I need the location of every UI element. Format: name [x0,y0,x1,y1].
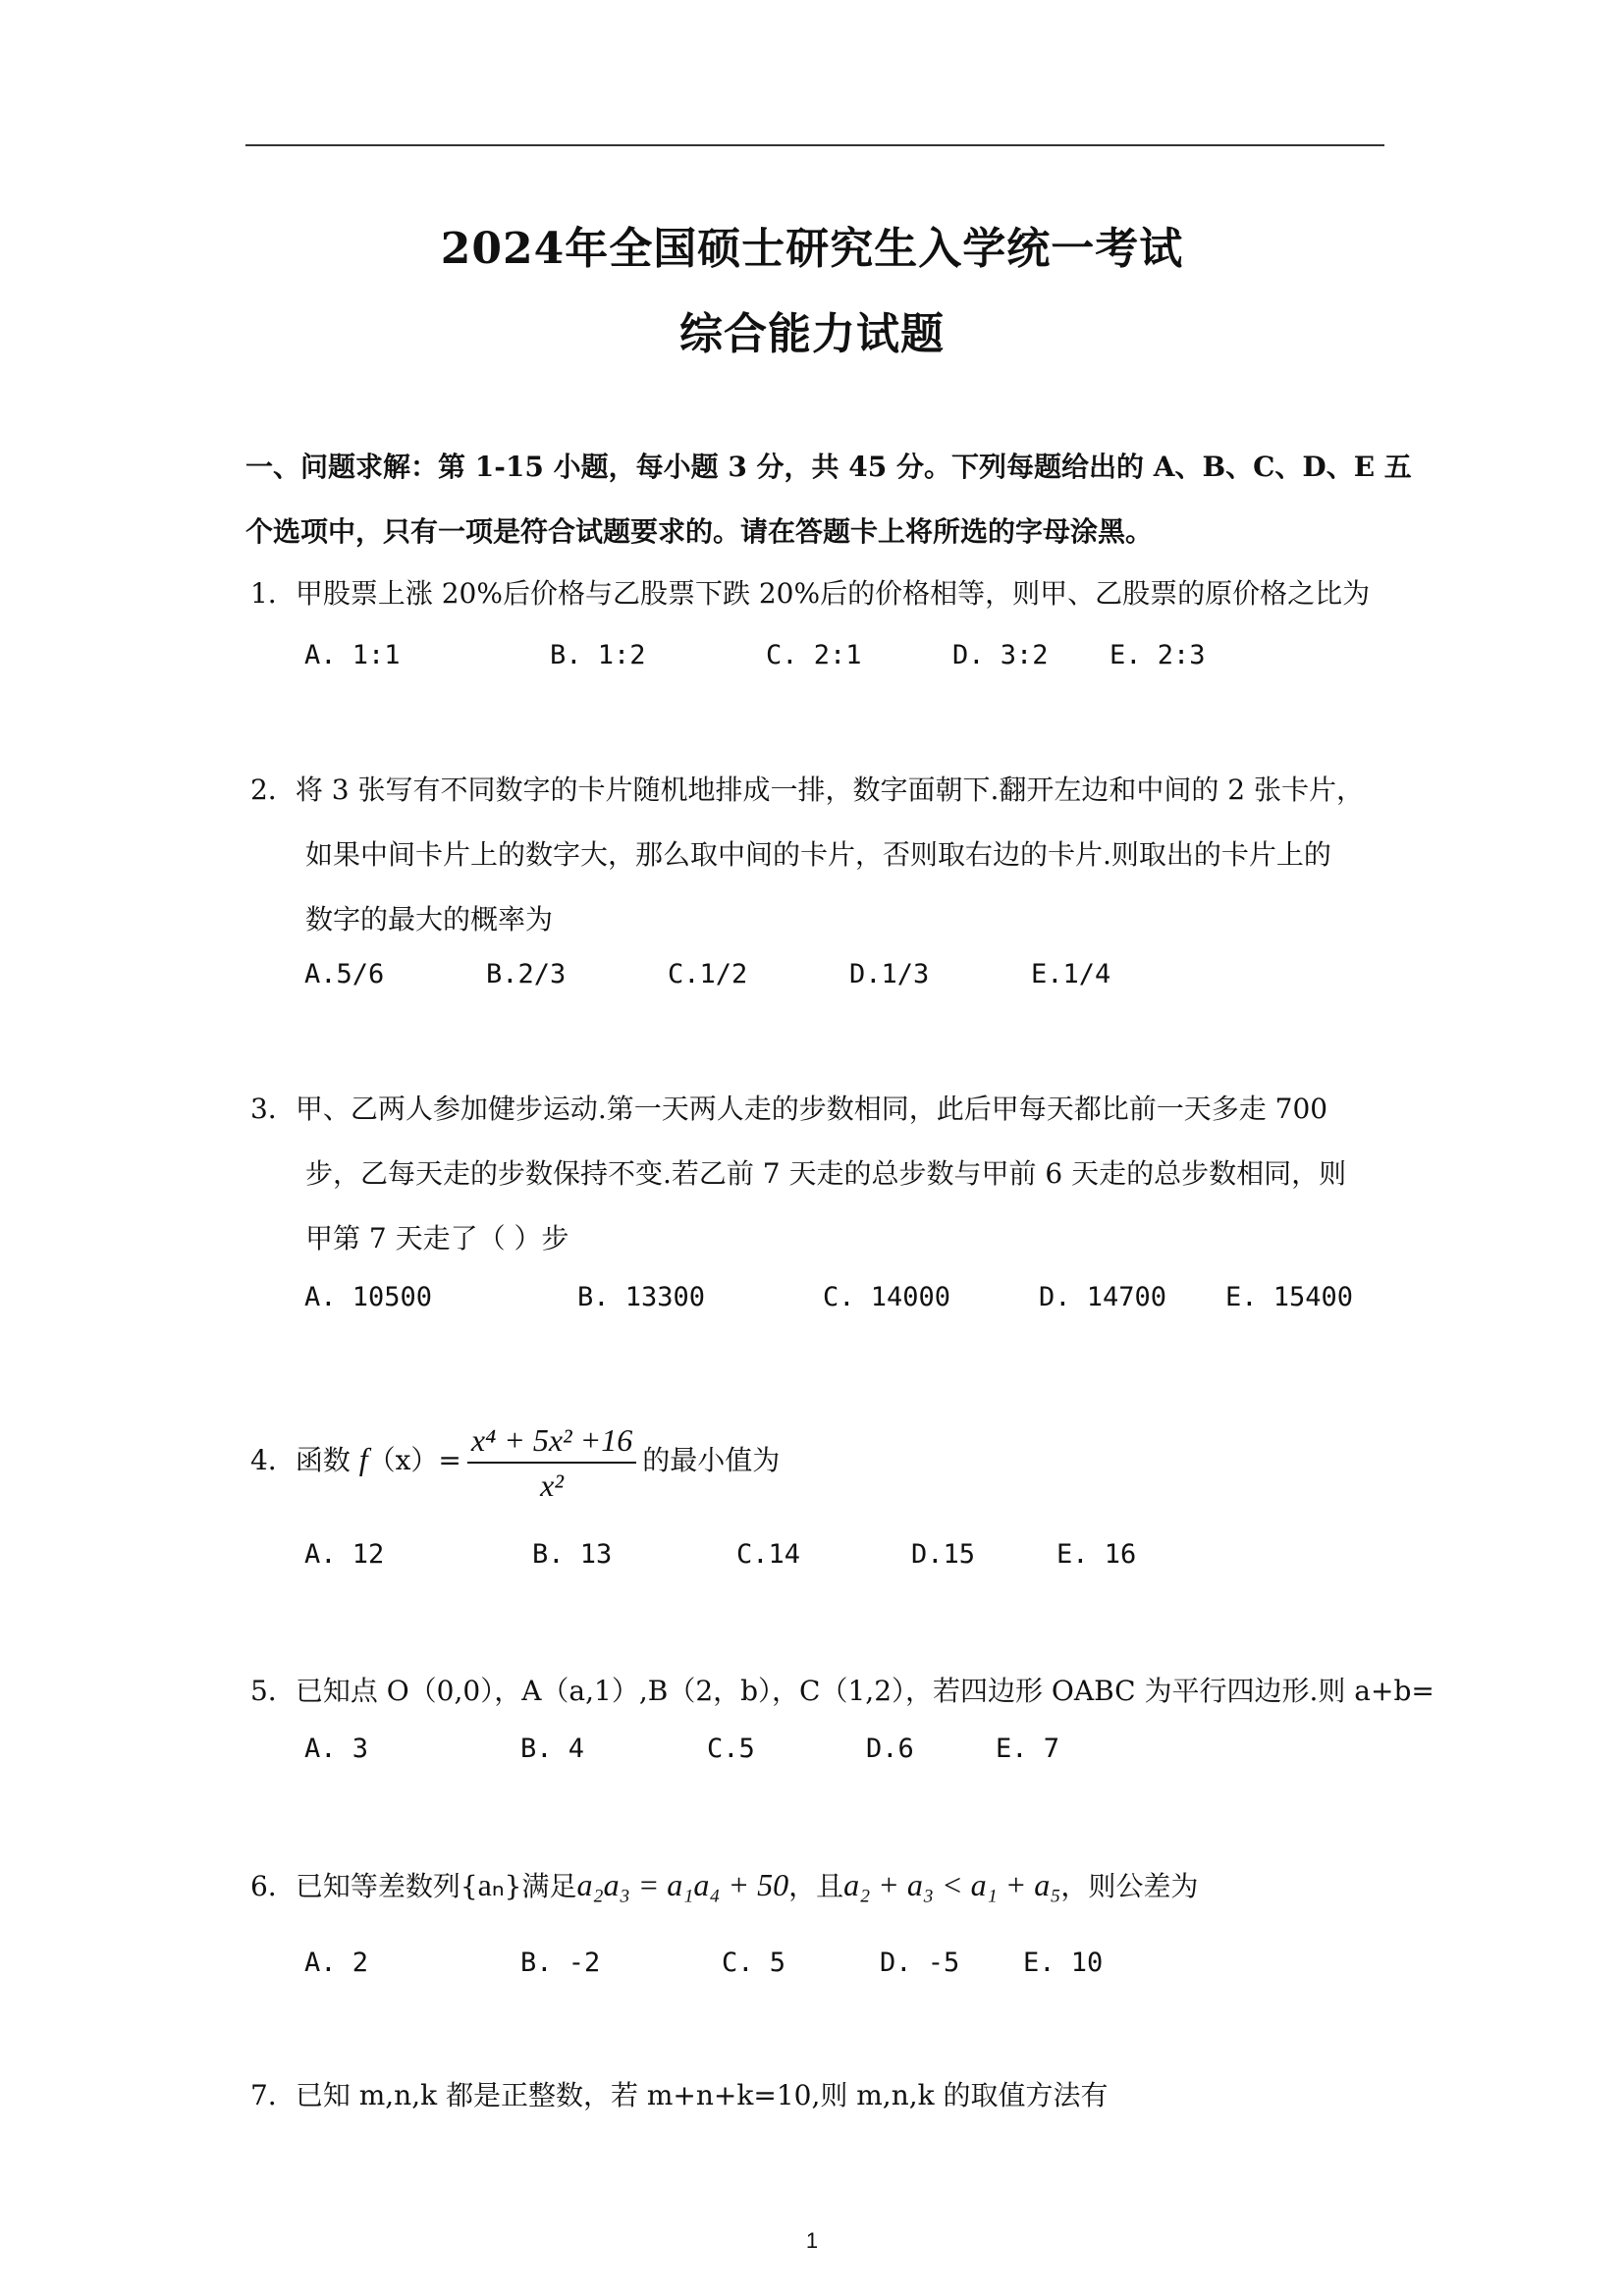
question-2 [250,758,1394,952]
question-number: 3． [250,1093,296,1125]
section-line-2: 个选项中，只有一项是符合试题要求的。请在答题卡上将所选的字母涂黑。 [245,515,1154,548]
option-c: C. 14000 [823,1282,951,1312]
page-number: 1 [805,2228,819,2253]
sequence-symbol: aₙ [477,1867,505,1902]
question-number: 1． [250,577,296,610]
option-e: E. 15400 [1225,1282,1354,1312]
option-c: C.14 [736,1539,801,1570]
exam-subtitle: 综合能力试题 [679,309,945,359]
question-1-line-1 [250,561,1394,626]
question-1 [250,561,1394,626]
header-rule [245,144,1384,146]
option-d: D.1/3 [849,959,930,989]
option-a: A. 12 [304,1539,385,1570]
question-4-line-1 [250,1414,1394,1507]
question-3-options [304,1282,1354,1321]
question-text-suffix: 的最小值为 [642,1444,781,1476]
question-number: 2． [250,774,296,806]
question-text: 已知点 O（0,0），A（a,1）,B（2，b），C（1,2），若四边形 OABC 为平行四边形.则 a+b= [295,1675,1435,1707]
question-2-line-2: 如果中间卡片上的数字大，那么取中间的卡片，否则取右边的卡片.则取出的卡片上的 [305,838,1331,871]
option-e: E. 10 [1023,1948,1104,1978]
question-3-line-2: 步，乙每天走的步数保持不变.若乙前 7 天走的总步数与甲前 6 天走的总步数相同，则 [305,1157,1347,1190]
option-b: B. 13300 [577,1282,706,1312]
question-5-options [304,1734,1286,1773]
question-number: 4． [250,1444,296,1476]
fraction-denominator: x² [540,1467,564,1503]
option-d: D.6 [866,1734,914,1764]
option-e: E. 7 [996,1734,1060,1764]
question-text: 已知等差数列{ [295,1870,478,1902]
question-6-options [304,1948,1286,1987]
option-c: C. 5 [722,1948,786,1978]
question-text: 已知 m,n,k 都是正整数，若 m+n+k=10,则 m,n,k 的取值方法有 [295,2079,1109,2111]
question-1-options [304,640,1286,679]
question-5-line-1 [250,1659,1435,1724]
option-c: C.1/2 [668,959,748,989]
question-3 [250,1077,1394,1271]
function-argument: （x）= [367,1444,461,1476]
fraction [467,1418,636,1507]
question-7-line-1 [250,2063,1394,2128]
question-2-line-3: 数字的最大的概率为 [305,903,554,935]
option-b: B. 1:2 [550,640,646,670]
option-e: E. 2:3 [1110,640,1206,670]
option-d: D. -5 [880,1948,960,1978]
condition-1: a₂a₃ = a₁a₄ + 50 [576,1867,789,1902]
question-6-line-1 [250,1852,1394,1919]
option-a: A.5/6 [304,959,385,989]
fraction-numerator: x⁴ + 5x² +16 [467,1418,636,1464]
option-a: A. 2 [304,1948,369,1978]
question-number: 6． [250,1870,296,1902]
section-line-1: 一、问题求解：第 1-15 小题，每小题 3 分，共 45 分。下列每题给出的 A、B、C、D、E 五 [245,451,1412,483]
exam-title: 2024年全国硕士研究生入学统一考试 [440,224,1184,274]
question-text: 函数 [295,1444,351,1476]
option-d: D. 14700 [1039,1282,1167,1312]
condition-2: a₂ + a₃ < a₁ + a₅ [843,1867,1061,1902]
question-2-options [304,959,1286,998]
option-b: B. -2 [520,1948,601,1978]
option-d: D.15 [911,1539,976,1570]
question-3-line-1 [250,1077,1394,1142]
question-text-mid: }满足 [504,1870,577,1902]
option-c: C. 2:1 [766,640,862,670]
option-b: B.2/3 [486,959,567,989]
question-4 [250,1414,1394,1507]
question-6 [250,1852,1394,1919]
option-a: A. 1:1 [304,640,401,670]
question-number: 5． [250,1675,296,1707]
option-a: A. 10500 [304,1282,433,1312]
question-7 [250,2063,1394,2128]
option-e: E.1/4 [1031,959,1111,989]
option-e: E. 16 [1056,1539,1137,1570]
question-text-sep: ，且 [788,1870,844,1902]
question-number: 7． [250,2079,296,2111]
question-4-options [304,1539,1286,1578]
option-b: B. 4 [520,1734,585,1764]
option-d: D. 3:2 [952,640,1049,670]
section-instructions [245,435,1412,564]
option-c: C.5 [707,1734,755,1764]
question-text: 甲、乙两人参加健步运动.第一天两人走的步数相同，此后甲每天都比前一天多走 700 [295,1093,1328,1125]
option-a: A. 3 [304,1734,369,1764]
question-2-line-1 [250,758,1394,823]
question-5 [250,1659,1435,1724]
question-text-suffix: ，则公差为 [1060,1870,1199,1902]
function-symbol: f [358,1441,368,1476]
question-text: 将 3 张写有不同数字的卡片随机地排成一排，数字面朝下.翻开左边和中间的 2 张卡片， [295,774,1364,806]
question-text: 甲股票上涨 20%后价格与乙股票下跌 20%后的价格相等，则甲、乙股票的原价格之比为 [295,577,1371,610]
option-b: B. 13 [532,1539,613,1570]
question-3-line-3: 甲第 7 天走了（ ）步 [305,1222,569,1255]
